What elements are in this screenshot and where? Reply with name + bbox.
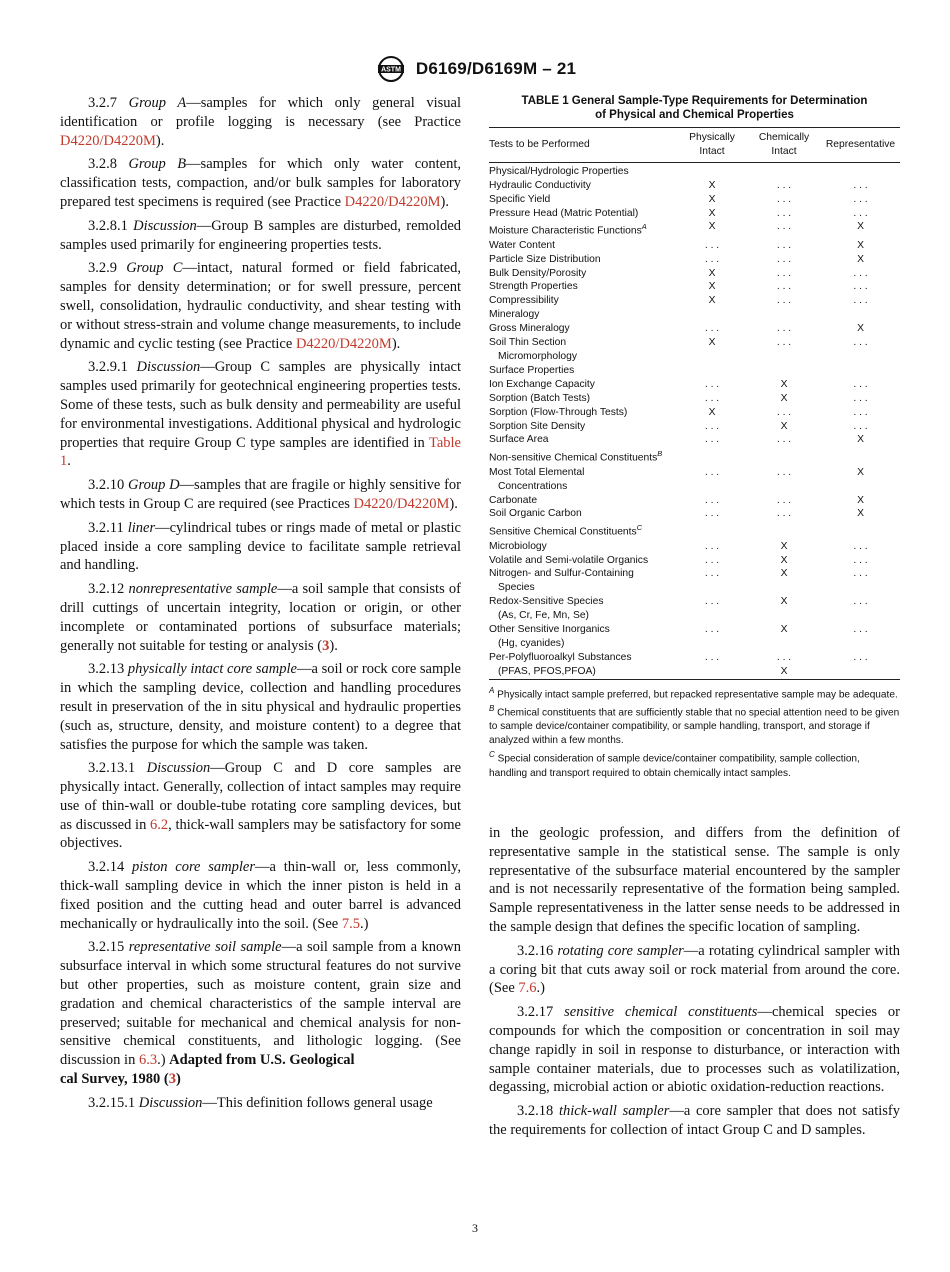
definition-3-2-15-source: cal Survey, 1980 (3) bbox=[60, 1071, 181, 1088]
table-body bbox=[489, 162, 900, 679]
section-link[interactable]: 6.3 bbox=[138, 1052, 158, 1069]
chemically-intact-cell: X bbox=[780, 420, 788, 432]
physically-intact-cell: X bbox=[708, 337, 716, 349]
table-row bbox=[489, 581, 900, 595]
physically-intact-cell: . . . bbox=[704, 651, 720, 663]
representative-cell: . . . bbox=[853, 554, 868, 566]
chemically-intact-cell: X bbox=[780, 392, 788, 404]
svg-text:ASTM: ASTM bbox=[380, 66, 401, 74]
physically-intact-cell bbox=[677, 521, 747, 539]
test-name-cell: Bulk Density/Porosity bbox=[489, 267, 587, 279]
table-link[interactable]: Table 1 bbox=[60, 434, 461, 470]
table-1 bbox=[489, 94, 900, 781]
table-row bbox=[489, 280, 900, 294]
definition-3-2-17: 3.2.17 sensitive chemical constituents—chemical species or compounds for which the composition or concentration in soil may change rapidly in soil in response to disturbance, or interaction with sample container materials, due to processes such as volatilization, degassing, microbial action or abiotic oxidation-reduction reactions. bbox=[489, 1004, 901, 1096]
chemically-intact-cell: . . . bbox=[776, 207, 792, 219]
representative-cell: . . . bbox=[853, 378, 868, 390]
table-row bbox=[489, 406, 900, 420]
table-row bbox=[489, 239, 900, 253]
chemically-intact-cell: . . . bbox=[776, 267, 792, 279]
definition-3-2-14: 3.2.14 piston core sampler—a thin-wall or, less commonly, thick-wall sampling device in which the inner piston is held in a fixed position and the cutting head and outer barrel is advanced mechanically or hydraulically into the soil. (See 7.5.) bbox=[60, 859, 461, 932]
chemically-intact-cell bbox=[747, 637, 821, 651]
chemically-intact-cell: X bbox=[780, 554, 788, 566]
test-name-cell: Soil Thin Section bbox=[489, 337, 567, 349]
practice-link[interactable]: D4220/D4220M bbox=[295, 335, 392, 352]
test-name-cell: Non-sensitive Chemical Constituents$^B$ bbox=[489, 449, 663, 464]
definition-3-2-15-1: 3.2.15.1 Discussion—This definition follows general usage bbox=[88, 1094, 433, 1111]
astm-logo-icon bbox=[374, 54, 408, 84]
chemically-intact-cell: . . . bbox=[776, 494, 792, 506]
footnote-a: $^A$ Physically intact sample preferred, but repacked representative sample may be adequate. bbox=[489, 685, 898, 701]
column-header-representative: Representative bbox=[821, 128, 900, 163]
physically-intact-cell: . . . bbox=[704, 392, 720, 404]
section-link[interactable]: 7.5 bbox=[341, 915, 360, 932]
representative-cell: X bbox=[857, 221, 864, 233]
chemically-intact-cell: . . . bbox=[776, 406, 792, 418]
test-name-cell: Strength Properties bbox=[489, 281, 578, 293]
physically-intact-cell bbox=[677, 609, 747, 623]
test-name-cell: Most Total Elemental bbox=[489, 466, 585, 478]
table-row bbox=[489, 554, 900, 568]
test-name-cell: Other Sensitive Inorganics bbox=[489, 624, 610, 636]
representative-cell bbox=[821, 308, 900, 322]
physically-intact-cell: X bbox=[708, 406, 716, 418]
representative-cell: . . . bbox=[853, 420, 868, 432]
left-column bbox=[60, 94, 461, 1118]
table-footnotes bbox=[489, 684, 900, 781]
test-name-cell: Per-Polyfluoroalkyl Substances bbox=[489, 651, 632, 663]
test-name-cell: Sensitive Chemical Constituents$^C$ bbox=[489, 523, 643, 538]
table-row bbox=[489, 294, 900, 308]
representative-cell: X bbox=[857, 466, 864, 478]
table-row bbox=[489, 378, 900, 392]
chemically-intact-cell bbox=[747, 364, 821, 378]
representative-cell bbox=[821, 665, 900, 679]
test-name-cell: Micromorphology bbox=[498, 351, 577, 363]
reference-link[interactable]: 3 bbox=[322, 637, 330, 654]
representative-cell: . . . bbox=[853, 337, 868, 349]
physically-intact-cell: X bbox=[708, 193, 716, 205]
table-row bbox=[489, 308, 900, 322]
representative-cell: . . . bbox=[853, 281, 868, 293]
representative-cell: . . . bbox=[853, 193, 868, 205]
test-name-cell: Soil Organic Carbon bbox=[489, 508, 582, 520]
definition-3-2-13-1: 3.2.13.1 Discussion—Group C and D core samples are physically intact. Generally, collection of intact samples may require use of thin-wall or double-tube rotating core sampling devices, but as discussed in 6.2, thick-wall samplers may be satisfactory for some objectives. bbox=[60, 760, 462, 852]
table-row bbox=[489, 540, 900, 554]
physically-intact-cell: . . . bbox=[704, 434, 720, 446]
test-name-cell: Species bbox=[498, 582, 535, 594]
physically-intact-cell: . . . bbox=[704, 323, 720, 335]
definition-3-2-12: 3.2.12 nonrepresentative sample—a soil sample that consists of drill cuttings of uncertain integrity, location or origin, or other incomplete or contaminated portions of subsurface materials; generally not suitable for testing or analysis (3). bbox=[60, 581, 462, 654]
table-row bbox=[489, 420, 900, 434]
representative-cell: . . . bbox=[853, 596, 868, 608]
representative-cell bbox=[821, 350, 900, 364]
representative-cell: X bbox=[857, 253, 864, 265]
test-name-cell: Ion Exchange Capacity bbox=[489, 378, 595, 390]
chemically-intact-cell: X bbox=[780, 378, 788, 390]
chemically-intact-cell: . . . bbox=[776, 466, 792, 478]
document-id: D6169/D6169M – 21 bbox=[415, 59, 577, 78]
representative-cell: X bbox=[857, 434, 864, 446]
chemically-intact-cell: . . . bbox=[776, 281, 792, 293]
chemically-intact-cell bbox=[747, 447, 821, 465]
test-name-cell: Moisture Characteristic Functions$^A$ bbox=[489, 222, 647, 237]
physically-intact-cell: X bbox=[708, 267, 716, 279]
table-row bbox=[489, 364, 900, 378]
test-name-cell: Physical/Hydrologic Properties bbox=[489, 165, 629, 177]
requirements-table bbox=[489, 127, 900, 680]
representative-cell: X bbox=[857, 494, 864, 506]
representative-cell: X bbox=[857, 508, 864, 520]
test-name-cell: (As, Cr, Fe, Mn, Se) bbox=[498, 610, 589, 622]
physically-intact-cell: . . . bbox=[704, 508, 720, 520]
physically-intact-cell: . . . bbox=[704, 466, 720, 478]
test-name-cell: Microbiology bbox=[489, 540, 547, 552]
test-name-cell: (Hg, cyanides) bbox=[498, 637, 565, 649]
chemically-intact-cell: . . . bbox=[776, 193, 792, 205]
representative-cell: . . . bbox=[853, 295, 868, 307]
physically-intact-cell: . . . bbox=[704, 568, 720, 580]
table-row bbox=[489, 521, 900, 539]
chemically-intact-cell: . . . bbox=[776, 651, 792, 663]
footnote-c: $^C$ Special consideration of sample device/container compatibility, sample collection, handling and transport required to obtain chemically intact samples. bbox=[489, 750, 860, 779]
representative-cell bbox=[821, 609, 900, 623]
footnote-b: $^B$ Chemical constituents that are sufficiently stable that no special attention need to be given to sample device/container compatibility, or sample handling, transport, and storage if analyzed within a few months. bbox=[489, 704, 900, 747]
chemically-intact-cell bbox=[747, 521, 821, 539]
chemically-intact-cell: . . . bbox=[776, 179, 792, 191]
chemically-intact-cell bbox=[747, 609, 821, 623]
table-row bbox=[489, 253, 900, 267]
physically-intact-cell bbox=[677, 581, 747, 595]
column-header-physically-intact: Physically Intact bbox=[677, 128, 747, 163]
physically-intact-cell: . . . bbox=[704, 239, 720, 251]
table-row bbox=[489, 179, 900, 193]
physically-intact-cell bbox=[677, 480, 747, 494]
representative-cell: . . . bbox=[853, 392, 868, 404]
test-name-cell: Volatile and Semi-volatile Organics bbox=[489, 554, 649, 566]
test-name-cell: Sorption (Flow-Through Tests) bbox=[489, 406, 628, 418]
physically-intact-cell bbox=[677, 637, 747, 651]
representative-cell bbox=[821, 480, 900, 494]
table-row bbox=[489, 665, 900, 679]
page-header bbox=[0, 54, 950, 89]
chemically-intact-cell: . . . bbox=[776, 239, 792, 251]
chemically-intact-cell bbox=[747, 350, 821, 364]
table-row bbox=[489, 267, 900, 281]
physically-intact-cell: X bbox=[708, 179, 716, 191]
definition-3-2-9: 3.2.9 Group C—intact, natural formed or field fabricated, samples for density determination; or for swell pressure, percent swell, consolidation, hydraulic conductivity, and shear testing with or without stress-strain and volume change measurements, to include dynamic and cyclic testing (see Practice D4220/D4220M). bbox=[60, 260, 461, 352]
definition-3-2-8-1: 3.2.8.1 Discussion—Group B samples are disturbed, remolded samples used primarily for engineering properties tests. bbox=[60, 217, 462, 253]
table-row bbox=[489, 623, 900, 637]
table-row bbox=[489, 193, 900, 207]
definition-3-2-15: 3.2.15 representative soil sample—a soil sample from a known subsurface interval in which some structural features do not survive but other properties, such as moisture content, grain size and gradation and chemical characteristics of the sample interval are preserved; suitable for mechanical and chemical analysis for non-sensitive chemical constituents, and lithologic logging. (See discussion in 6.3.) Adapted from U.S. Geological bbox=[60, 939, 461, 1069]
representative-cell: . . . bbox=[853, 651, 868, 663]
definition-3-2-15-1-continued: in the geologic profession, and differs from the definition of representative sample in the statistical sense. The sample is only representative of the subsurface material encountered by the sampler and is not necessarily representative of the formation being sampled. Sample representativeness in the latter sense needs to be addressed in the sample design that defines the specific location of sampling. bbox=[489, 825, 900, 935]
table-row bbox=[489, 466, 900, 480]
table-row bbox=[489, 162, 900, 178]
table-row bbox=[489, 507, 900, 521]
test-name-cell: Carbonate bbox=[489, 494, 538, 506]
definition-3-2-18: 3.2.18 thick-wall sampler—a core sampler that does not satisfy the requirements for collection of intact Group C and D samples. bbox=[489, 1103, 901, 1138]
test-name-cell: Compressibility bbox=[489, 295, 559, 307]
test-name-cell: Redox-Sensitive Species bbox=[489, 596, 604, 608]
test-name-cell: Gross Mineralogy bbox=[489, 323, 570, 335]
representative-cell: . . . bbox=[853, 624, 868, 636]
chemically-intact-cell: . . . bbox=[776, 508, 792, 520]
representative-cell: . . . bbox=[853, 568, 868, 580]
definition-3-2-10: 3.2.10 Group D—samples that are fragile or highly sensitive for which tests in Group C are required (see Practices D4220/D4220M). bbox=[60, 477, 462, 512]
chemically-intact-cell: X bbox=[780, 596, 788, 608]
physically-intact-cell: . . . bbox=[704, 540, 720, 552]
practice-link[interactable]: D4220/D4220M bbox=[60, 132, 156, 149]
chemically-intact-cell: X bbox=[780, 624, 788, 636]
chemically-intact-cell: . . . bbox=[776, 253, 792, 265]
representative-cell bbox=[821, 581, 900, 595]
representative-cell: X bbox=[857, 323, 864, 335]
chemically-intact-cell: X bbox=[780, 568, 788, 580]
chemically-intact-cell: . . . bbox=[776, 434, 792, 446]
representative-cell: . . . bbox=[853, 267, 868, 279]
test-name-cell: Sorption Site Density bbox=[489, 420, 586, 432]
physically-intact-cell bbox=[677, 350, 747, 364]
representative-cell bbox=[821, 447, 900, 465]
test-name-cell: Mineralogy bbox=[489, 309, 540, 321]
chemically-intact-cell: X bbox=[780, 540, 788, 552]
table-row bbox=[489, 350, 900, 364]
section-link[interactable]: 7.6 bbox=[518, 980, 537, 997]
representative-cell bbox=[821, 364, 900, 378]
physically-intact-cell: . . . bbox=[704, 253, 720, 265]
representative-cell: . . . bbox=[853, 406, 868, 418]
test-name-cell: Specific Yield bbox=[489, 193, 551, 205]
physically-intact-cell: . . . bbox=[704, 420, 720, 432]
table-row bbox=[489, 447, 900, 465]
test-name-cell: Nitrogen- and Sulfur-Containing bbox=[489, 568, 634, 580]
physically-intact-cell: X bbox=[708, 207, 716, 219]
chemically-intact-cell: . . . bbox=[776, 337, 792, 349]
table-header-row bbox=[489, 128, 900, 163]
physically-intact-cell: . . . bbox=[704, 596, 720, 608]
table-row bbox=[489, 207, 900, 221]
physically-intact-cell bbox=[677, 447, 747, 465]
test-name-cell: Water Content bbox=[489, 239, 556, 251]
test-name-cell: Sorption (Batch Tests) bbox=[489, 392, 591, 404]
physically-intact-cell: . . . bbox=[704, 624, 720, 636]
table-row bbox=[489, 494, 900, 508]
table-row bbox=[489, 609, 900, 623]
test-name-cell: Particle Size Distribution bbox=[489, 253, 601, 265]
reference-link[interactable]: 3 bbox=[168, 1071, 176, 1088]
table-row bbox=[489, 637, 900, 651]
table-row bbox=[489, 392, 900, 406]
chemically-intact-cell: . . . bbox=[776, 221, 792, 233]
table-row bbox=[489, 651, 900, 665]
definition-3-2-7: 3.2.7 Group A—samples for which only general visual identification or profile logging is necessary (see Practice D4220/D4220M). bbox=[60, 95, 462, 149]
physically-intact-cell bbox=[677, 665, 747, 679]
chemically-intact-cell: . . . bbox=[776, 295, 792, 307]
representative-cell: . . . bbox=[853, 179, 868, 191]
table-row bbox=[489, 322, 900, 336]
chemically-intact-cell bbox=[747, 480, 821, 494]
physically-intact-cell bbox=[677, 364, 747, 378]
test-name-cell: Pressure Head (Matric Potential) bbox=[489, 207, 639, 219]
representative-cell: . . . bbox=[853, 207, 868, 219]
definition-3-2-8: 3.2.8 Group B—samples for which only water content, classification tests, compaction, and/or bulk samples for laboratory prepared test specimens is required (see Practice D4220/D4220M). bbox=[60, 156, 462, 210]
practice-link[interactable]: D4220/D4220M bbox=[344, 193, 441, 210]
chemically-intact-cell: X bbox=[747, 665, 821, 679]
representative-cell: . . . bbox=[853, 540, 868, 552]
test-name-cell: Concentrations bbox=[498, 480, 568, 492]
chemically-intact-cell: . . . bbox=[776, 323, 792, 335]
right-column bbox=[489, 824, 900, 1145]
physically-intact-cell: X bbox=[708, 295, 716, 307]
test-name-cell: Surface Properties bbox=[489, 364, 575, 376]
test-name-cell: Surface Area bbox=[489, 434, 549, 446]
chemically-intact-cell bbox=[747, 581, 821, 595]
table-row bbox=[489, 433, 900, 447]
test-name-cell: (PFAS, PFOS,PFOA) bbox=[489, 665, 677, 679]
definition-3-2-11: 3.2.11 liner—cylindrical tubes or rings made of metal or plastic placed inside a core sampling device to facilitate sample retrieval and handling. bbox=[60, 519, 461, 574]
physically-intact-cell: . . . bbox=[704, 378, 720, 390]
table-row bbox=[489, 595, 900, 609]
definition-3-2-16: 3.2.16 rotating core sampler—a rotating cylindrical sampler with a coring bit that cuts away soil or rock material from around the core. (See 7.6.) bbox=[489, 942, 901, 997]
practice-link[interactable]: D4220/D4220M bbox=[353, 495, 450, 512]
definition-3-2-13: 3.2.13 physically intact core sample—a soil or rock core sample in which the sampling device, collection and handling procedures result in preservation of the in situ physical and hydraulic properties (such as, structure, density, and moisture content) to a degree that satisfies the purpose for which the sample was taken. bbox=[60, 661, 461, 753]
table-row bbox=[489, 480, 900, 494]
table-row bbox=[489, 567, 900, 581]
physically-intact-cell: X bbox=[708, 281, 716, 293]
chemically-intact-cell bbox=[747, 162, 821, 178]
physically-intact-cell: . . . bbox=[704, 554, 720, 566]
column-header-chemically-intact: Chemically Intact bbox=[747, 128, 821, 163]
physically-intact-cell: . . . bbox=[704, 494, 720, 506]
section-link[interactable]: 6.2 bbox=[150, 816, 169, 833]
page-number: 3 bbox=[472, 1221, 478, 1235]
column-header-tests: Tests to be Performed bbox=[489, 128, 677, 163]
physically-intact-cell: X bbox=[708, 221, 716, 233]
representative-cell bbox=[821, 637, 900, 651]
test-name-cell: Hydraulic Conductivity bbox=[489, 179, 591, 191]
representative-cell bbox=[821, 521, 900, 539]
physically-intact-cell bbox=[677, 308, 747, 322]
representative-cell: X bbox=[857, 239, 864, 251]
representative-cell bbox=[821, 162, 900, 178]
table-row bbox=[489, 336, 900, 350]
definition-3-2-9-1: 3.2.9.1 Discussion—Group C samples are physically intact samples used primarily for geotechnical engineering properties tests. Some of these tests, such as bulk density and permeability are useful for environmental investigations. Additional physical and hydrologic properties that require Group C type samples are identified in Table 1. bbox=[60, 359, 461, 470]
chemically-intact-cell bbox=[747, 308, 821, 322]
table-row bbox=[489, 220, 900, 238]
table-title: TABLE 1 General Sample-Type Requirements for Determination of Physical and Chemical Properties bbox=[521, 95, 868, 121]
physically-intact-cell bbox=[677, 162, 747, 178]
